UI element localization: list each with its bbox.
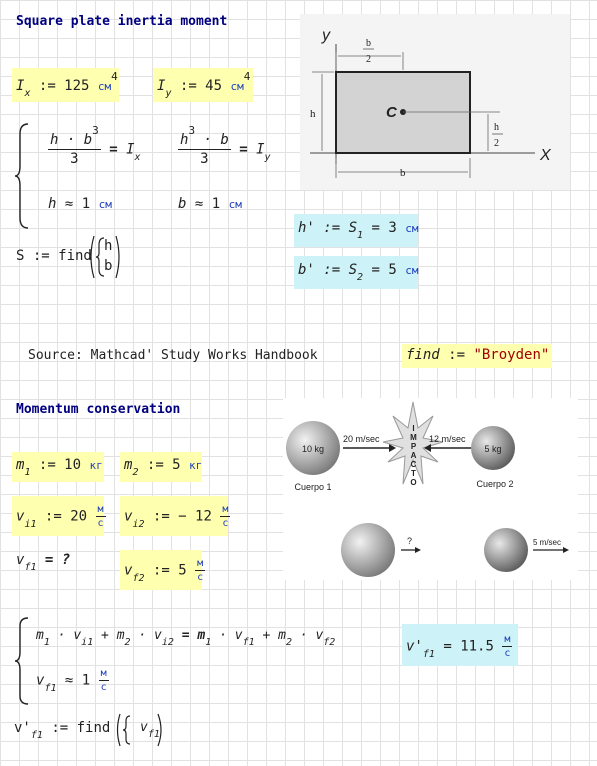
ball-2-after <box>484 528 528 572</box>
collision-picture <box>283 398 578 580</box>
equation-iy[interactable]: $\frac{h^3 \cdot b}{3}$ = $I_y$ <box>180 124 271 167</box>
dim-half-h-den: 2 <box>494 138 499 149</box>
velocity-1-label: 20 m/sec <box>343 434 380 444</box>
section-heading-inertia: Square plate inertia moment <box>16 14 228 29</box>
section-heading-momentum: Momentum conservation <box>16 402 181 417</box>
solve-block-brace <box>14 122 30 230</box>
solve-block-brace-2 <box>14 616 30 706</box>
vf1-result[interactable]: $v'_{f1} = 11.5$ $\frac{м}{с}$ <box>402 624 518 666</box>
momentum-equation[interactable]: $m_1 \cdot v_{i1} + m_2 \cdot v_{i2} = m_1 \cdot v_{f1} + m_2 \cdot v_{f2}$ <box>36 628 336 648</box>
velocity-2-label: 12 m/sec <box>429 434 466 444</box>
ball-2-label: Cuerpo 2 <box>476 479 514 489</box>
axis-x-label: X <box>540 147 551 164</box>
vf1-unknown[interactable]: $v_{f1}$ = ? <box>16 552 71 573</box>
impact-text: IMPACTO <box>409 424 418 487</box>
source-text: Source: Mathcad' Study Works Handbook <box>28 348 318 363</box>
centroid-label: C <box>386 104 397 121</box>
dim-half-h-num: h <box>494 122 499 133</box>
ball-1-label: Cuerpo 1 <box>294 482 332 492</box>
find-vf1[interactable]: $v'_{f1}$ := find <box>14 720 111 741</box>
vi1-definition[interactable]: $v_{i1}$ := 20 $\frac{м}{с}$ <box>12 496 104 536</box>
m2-definition[interactable]: $m_2$ := 5 кг <box>120 452 202 482</box>
dim-half-b-num: b <box>366 38 371 49</box>
find-vector: h b <box>104 238 113 274</box>
ix-definition[interactable]: $I_x$ := 125 $см^4$ <box>12 68 119 102</box>
velocity-after-label: 5 m/sec <box>533 538 562 547</box>
m1-definition[interactable]: $m_1$ := 10 кг <box>12 452 104 482</box>
vi2-definition[interactable]: $v_{i2}$ := − 12 $\frac{м}{с}$ <box>120 496 228 536</box>
h-prime-result[interactable]: h' := $S_1 = 3$ см <box>294 214 418 247</box>
b-prime-result[interactable]: b' := $S_2 = 5$ см <box>294 256 418 289</box>
iy-definition[interactable]: $I_y$ := 45 $см^4$ <box>153 68 253 102</box>
dim-h: h <box>310 108 316 120</box>
find-method-definition[interactable]: find := "Broyden" <box>402 344 552 368</box>
guess-vf1[interactable]: $v_{f1} \approx 1$ $\frac{м}{с}$ <box>36 668 107 694</box>
unknown-velocity: ? <box>407 536 413 546</box>
axis-y-label: y <box>322 27 330 44</box>
find-vf1-arg: $v_{f1}$ <box>140 720 160 740</box>
vf2-definition[interactable]: $v_{f2}$ := 5 $\frac{м}{с}$ <box>120 550 202 590</box>
guess-h[interactable]: h ≈ 1 см <box>48 196 112 212</box>
ball-1-mass: 10 kg <box>301 444 325 454</box>
dim-half-b-den: 2 <box>366 54 371 65</box>
find-solution-s[interactable]: S := find <box>16 248 92 264</box>
plate-diagram <box>300 14 570 190</box>
dim-b: b <box>400 167 406 179</box>
ball-2-mass: 5 kg <box>484 444 502 454</box>
equation-ix[interactable]: $\frac{h \cdot b^3}{3}$ = $I_x$ <box>50 124 141 167</box>
guess-b[interactable]: b ≈ 1 см <box>178 196 242 212</box>
ball-1-after <box>341 523 395 577</box>
